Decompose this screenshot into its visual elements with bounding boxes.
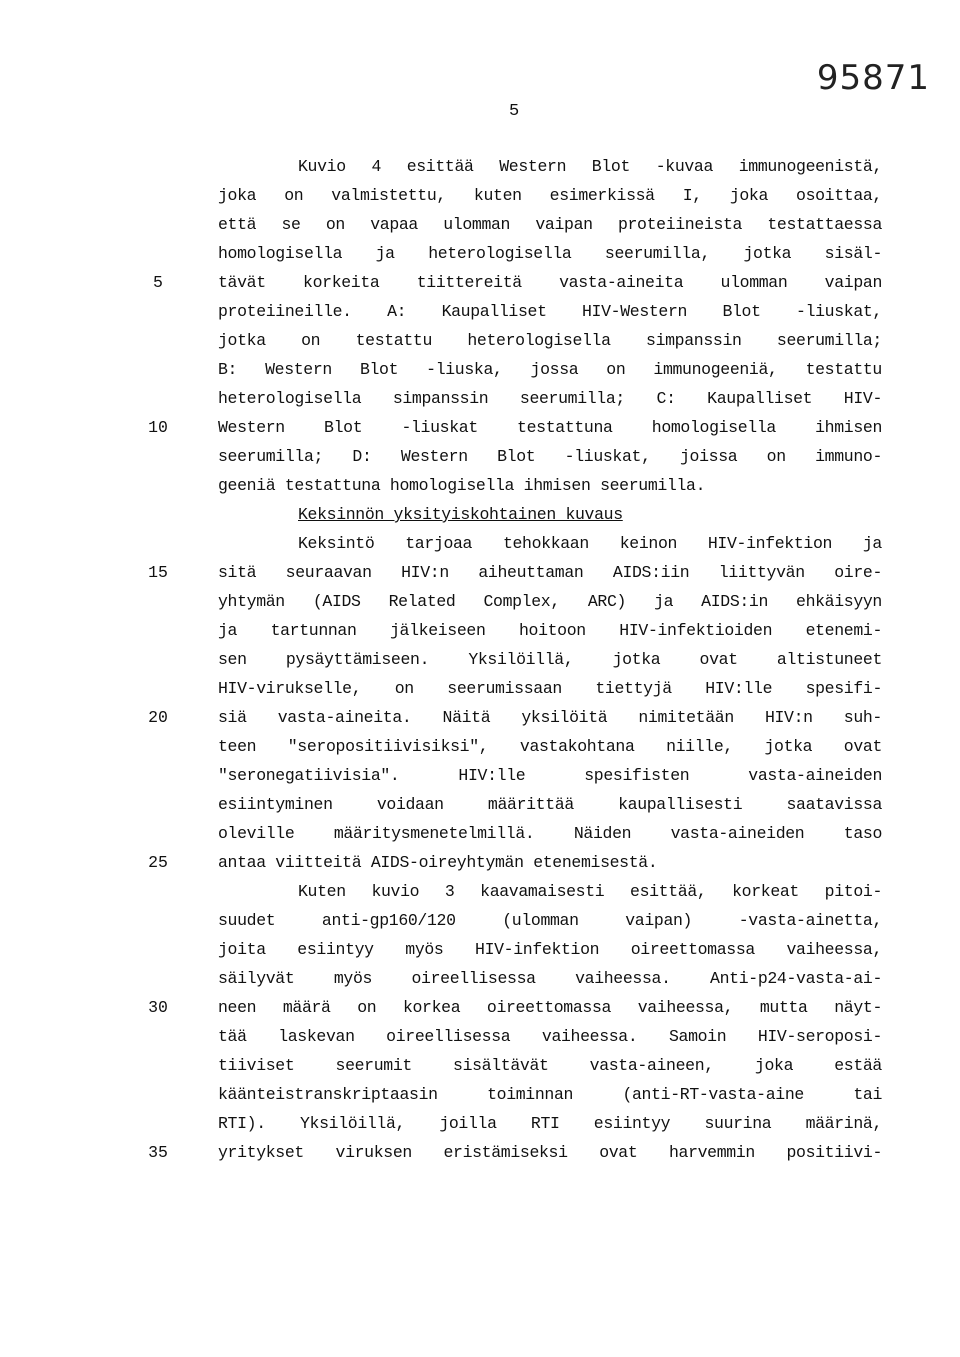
line-text: että se on vapaa ulomman vaipan proteiineista testattaessa (218, 215, 882, 234)
text-line (0, 1109, 960, 1138)
text-line (0, 674, 960, 703)
text-line (0, 210, 960, 239)
text-line (0, 500, 960, 529)
line-text: käänteistranskriptaasin toiminnan (anti-RT-vasta-aine tai (218, 1085, 882, 1104)
text-line (0, 326, 960, 355)
line-text: Kuvio 4 esittää Western Blot -kuvaa immunogeenistä, (298, 157, 882, 176)
line-text: yhtymän (AIDS Related Complex, ARC) ja AIDS:in ehkäisyyn (218, 592, 882, 611)
line-text: siä vasta-aineita. Näitä yksilöitä nimitetään HIV:n suh- (218, 708, 882, 727)
text-line (0, 616, 960, 645)
text-line (0, 993, 960, 1022)
line-text: yritykset viruksen eristämiseksi ovat harvemmin positiivi- (218, 1143, 882, 1162)
text-line (0, 848, 960, 877)
text-line (0, 761, 960, 790)
text-line (0, 384, 960, 413)
line-text: heterologisella simpanssin seerumilla; C: Kaupalliset HIV- (218, 389, 882, 408)
text-line (0, 442, 960, 471)
line-text: joita esiintyy myös HIV-infektion oireettomassa vaiheessa, (218, 940, 882, 959)
line-text: homologisella ja heterologisella seerumilla, jotka sisäl- (218, 244, 882, 263)
line-text: sen pysäyttämiseen. Yksilöillä, jotka ovat altistuneet (218, 650, 882, 669)
text-line (0, 732, 960, 761)
text-line (0, 355, 960, 384)
text-line (0, 906, 960, 935)
text-line (0, 1022, 960, 1051)
text-line (0, 558, 960, 587)
text-line (0, 152, 960, 181)
line-number: 35 (148, 1143, 168, 1162)
line-text: suudet anti-gp160/120 (ulomman vaipan) -vasta-ainetta, (218, 911, 882, 930)
line-number: 5 (153, 273, 163, 292)
line-text: seerumilla; D: Western Blot -liuskat, joissa on immuno- (218, 447, 882, 466)
section-heading: Keksinnön yksityiskohtainen kuvaus (298, 505, 623, 524)
document-body (0, 152, 960, 1167)
line-number: 25 (148, 853, 168, 872)
line-text: neen määrä on korkea oireettomassa vaiheessa, mutta näyt- (218, 998, 882, 1017)
patent-number: 95871 (816, 58, 930, 98)
line-text: RTI). Yksilöillä, joilla RTI esiintyy suurina määrinä, (218, 1114, 882, 1133)
line-text: ja tartunnan jälkeiseen hoitoon HIV-infektioiden etenemi- (218, 621, 882, 640)
line-text: Western Blot -liuskat testattuna homologisella ihmisen (218, 418, 882, 437)
line-text: teen "seropositiivisiksi", vastakohtana niille, jotka ovat (218, 737, 882, 756)
text-line (0, 964, 960, 993)
line-text: antaa viitteitä AIDS-oireyhtymän etenemisestä. (218, 853, 658, 872)
text-line (0, 935, 960, 964)
text-line (0, 413, 960, 442)
line-text: tiiviset seerumit sisältävät vasta-aineen, joka estää (218, 1056, 882, 1075)
text-line (0, 790, 960, 819)
line-text: oleville määritysmenetelmillä. Näiden vasta-aineiden taso (218, 824, 882, 843)
line-text: Keksintö tarjoaa tehokkaan keinon HIV-infektion ja (298, 534, 882, 553)
text-line (0, 297, 960, 326)
line-text: jotka on testattu heterologisella simpanssin seerumilla; (218, 331, 882, 350)
text-line (0, 181, 960, 210)
line-text: proteiineille. A: Kaupalliset HIV-Western Blot -liuskat, (218, 302, 882, 321)
text-line (0, 239, 960, 268)
line-text: tävät korkeita tiittereitä vasta-aineita ulomman vaipan (218, 273, 882, 292)
text-line (0, 1080, 960, 1109)
line-text: "seronegatiivisia". HIV:lle spesifisten vasta-aineiden (218, 766, 882, 785)
text-line (0, 587, 960, 616)
line-text: tää laskevan oireellisessa vaiheessa. Samoin HIV-seroposi- (218, 1027, 882, 1046)
line-text: B: Western Blot -liuska, jossa on immunogeeniä, testattu (218, 360, 882, 379)
text-line (0, 1051, 960, 1080)
line-text: esiintyminen voidaan määrittää kaupallisesti saatavissa (218, 795, 882, 814)
line-text: HIV-virukselle, on seerumissaan tiettyjä HIV:lle spesifi- (218, 679, 882, 698)
line-number: 30 (148, 998, 168, 1017)
text-line (0, 1138, 960, 1167)
text-line (0, 645, 960, 674)
text-line (0, 471, 960, 500)
text-line (0, 268, 960, 297)
page-number: 5 (509, 102, 520, 121)
text-line (0, 529, 960, 558)
line-text: Kuten kuvio 3 kaavamaisesti esittää, korkeat pitoi- (298, 882, 882, 901)
line-number: 10 (148, 418, 168, 437)
line-text: sitä seuraavan HIV:n aiheuttaman AIDS:iin liittyvän oire- (218, 563, 882, 582)
line-number: 15 (148, 563, 168, 582)
line-text: joka on valmistettu, kuten esimerkissä I, joka osoittaa, (218, 186, 882, 205)
line-text: säilyvät myös oireellisessa vaiheessa. Anti-p24-vasta-ai- (218, 969, 882, 988)
text-line (0, 877, 960, 906)
line-text: geeniä testattuna homologisella ihmisen seerumilla. (218, 476, 706, 495)
text-line (0, 819, 960, 848)
line-number: 20 (148, 708, 168, 727)
text-line (0, 703, 960, 732)
